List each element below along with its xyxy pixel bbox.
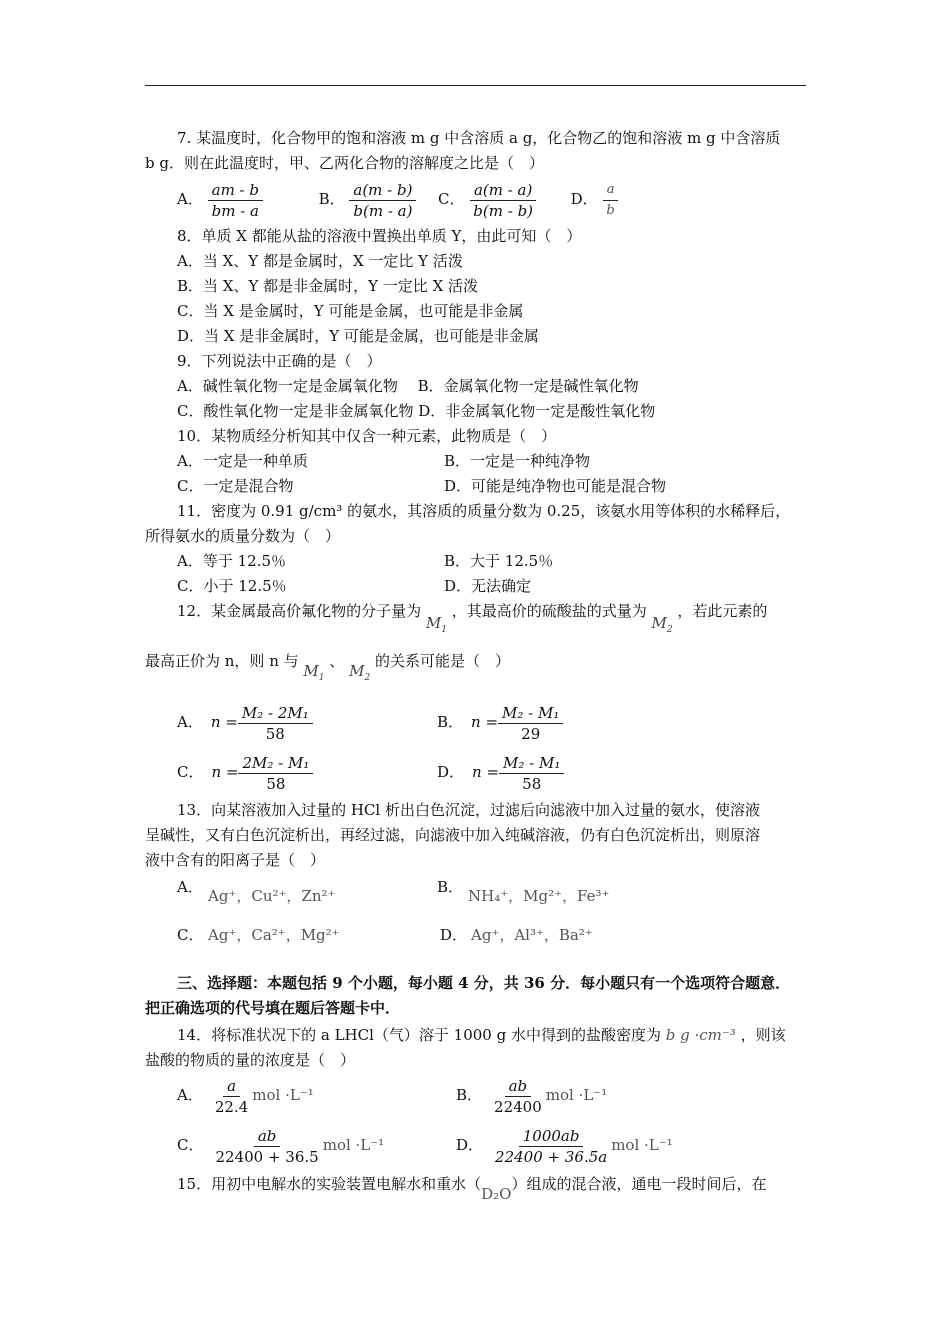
q7-option-d-label[interactable]: D． (570, 190, 598, 208)
q7-option-a-fraction: $\frac{am - b}{bm - a}$ (208, 181, 263, 220)
q11-stem-line1: 11．密度为 0.91 g/cm³ 的氨水，其溶质的质量分数为 0.25，该氨水用等体积的水稀释后， (177, 502, 791, 520)
q14-option-b[interactable]: B． $\frac{ab}{22400}$ mol ·L⁻¹ (456, 1076, 608, 1116)
q14-density-unit: b g ·cm⁻³ (665, 1026, 736, 1044)
q12-option-c[interactable]: C． n = $\frac{\text{2M₂ - M₁}}{58}$ (177, 751, 313, 793)
q8-option-d[interactable]: D．当 X 是非金属时，Y 可能是金属，也可能是非金属 (177, 327, 539, 345)
q12-stem-part4: 最高正价为 n，则 n 与 (145, 652, 299, 670)
q10-option-b[interactable]: B．一定是一种纯净物 (444, 452, 591, 470)
q8-option-c[interactable]: C．当 X 是金属时，Y 可能是金属，也可能是非金属 (177, 302, 524, 320)
q15-stem-part1: 15．用初中电解水的实验装置电解水和重水（ (177, 1175, 482, 1193)
q14-stem-line2: 盐酸的物质的量的浓度是（ ） (145, 1051, 356, 1069)
q12-symbol-m1: $M_1$ (425, 614, 447, 635)
q9-options-cd[interactable]: C．酸性氧化物一定是非金属氧化物 D．非金属氧化物一定是酸性氧化物 (177, 402, 656, 420)
q13-stem-line3: 液中含有的阳离子是（ ） (145, 851, 326, 869)
q12-option-a-fraction: $\frac{\text{M₂ - 2M₁}}{58}$ (238, 704, 313, 743)
q12-symbol-m1-second: $M_1$ (303, 662, 325, 683)
q15-formula-d2o: D₂O (481, 1185, 512, 1203)
q7-option-c-fraction: $\frac{a(m - a)}{b(m - b)}$ (469, 181, 537, 220)
q13-option-c-label[interactable]: C． (177, 926, 204, 944)
q7-option-b-fraction: $\frac{a(m - b)}{b(m - a)}$ (349, 181, 416, 220)
q9-stem: 9．下列说法中正确的是（ ） (177, 352, 382, 370)
q14-option-d[interactable]: D． $\frac{1000ab}{22400 + 36.5a}$ mol ·L⁻¹ (456, 1126, 673, 1166)
q12-symbol-m2: $M_2$ (651, 614, 673, 635)
q12-option-c-fraction: $\frac{\text{2M₂ - M₁}}{58}$ (238, 754, 313, 793)
q10-option-c[interactable]: C．一定是混合物 (177, 477, 294, 495)
q7-option-a-label[interactable]: A． (177, 190, 203, 208)
q12-symbol-m2-second: $M_2$ (349, 662, 371, 683)
q12-stem-line2 (145, 651, 510, 683)
q14-option-c[interactable]: C． $\frac{ab}{22400 + 36.5}$ mol ·L⁻¹ (177, 1126, 385, 1166)
q7-option-b-label[interactable]: B． (318, 190, 345, 208)
q12-stem-line1 (177, 601, 768, 635)
q14-option-a-fraction: $\frac{a}{22.4}$ (214, 1076, 249, 1116)
q12-option-b-fraction: $\frac{\text{M₂ - M₁}}{29}$ (498, 704, 563, 743)
q12-stem-part1: 12．某金属最高价氟化物的分子量为 (177, 602, 422, 620)
q7-option-d-fraction: $\frac{a}{b}$ (602, 181, 618, 220)
q12-stem-part5: 的关系可能是（ ） (374, 652, 510, 670)
q10-option-d[interactable]: D．可能是纯净物也可能是混合物 (444, 477, 667, 495)
q14-stem-line1 (177, 1025, 786, 1045)
q10-stem: 10．某物质经分析知其中仅含一种元素，此物质是（ ） (177, 427, 557, 445)
q14-option-d-fraction: $\frac{1000ab}{22400 + 36.5a}$ (495, 1126, 608, 1166)
q12-stem-separator: 、 (329, 652, 345, 670)
q14-option-a[interactable]: A． $\frac{a}{22.4}$ mol ·L⁻¹ (177, 1076, 314, 1116)
q15-stem-part2: ）组成的混合液，通电一段时间后，在 (511, 1175, 767, 1193)
q8-stem: 8．单质 X 都能从盐的溶液中置换出单质 Y，由此可知（ ） (177, 227, 582, 245)
q8-option-b[interactable]: B．当 X、Y 都是非金属时，Y 一定比 X 活泼 (177, 277, 479, 295)
q8-option-a[interactable]: A．当 X、Y 都是金属时，X 一定比 Y 活泼 (177, 252, 463, 270)
q11-option-a[interactable]: A．等于 12.5％ (177, 552, 286, 570)
q13-stem-line2: 呈碱性，又有白色沉淀析出，再经过滤，向滤液中加入纯碱溶液，仍有白色沉淀析出，则原溶 (145, 826, 761, 844)
q10-option-a[interactable]: A．一定是一种单质 (177, 452, 308, 470)
q9-options-ab[interactable]: A．碱性氧化物一定是金属氧化物 B．金属氧化物一定是碱性氧化物 (177, 377, 639, 395)
q12-option-b[interactable]: B． n = $\frac{\text{M₂ - M₁}}{29}$ (437, 701, 563, 743)
section-3-heading-line2: 把正确选项的代号填在题后答题卡中． (145, 999, 401, 1017)
q15-stem-line1 (177, 1174, 767, 1203)
q13-option-b-ions: NH₄⁺，Mg²⁺，Fe³⁺ (468, 887, 610, 905)
q14-option-c-fraction: $\frac{ab}{22400 + 36.5}$ (215, 1126, 319, 1166)
q7-option-c-label[interactable]: C． (438, 190, 465, 208)
q7-stem-line1: 7. 某温度时，化合物甲的饱和溶液 m g 中含溶质 a g，化合物乙的饱和溶液 m g 中含溶质 (177, 129, 781, 147)
q12-option-a[interactable]: A． n = $\frac{\text{M₂ - 2M₁}}{58}$ (177, 701, 313, 743)
q13-option-d-label[interactable]: D． (440, 926, 468, 944)
q7-options (177, 178, 619, 220)
q14-stem-part2: ，则该 (740, 1026, 786, 1044)
q12-stem-part3: ，若此元素的 (677, 602, 768, 620)
q13-option-a-label[interactable]: A． (177, 878, 203, 896)
q11-option-c[interactable]: C．小于 12.5％ (177, 577, 287, 595)
q12-option-d[interactable]: D． n = $\frac{\text{M₂ - M₁}}{58}$ (437, 751, 564, 793)
q14-option-b-fraction: $\frac{ab}{22400}$ (494, 1076, 542, 1116)
q13-option-c-ions: Ag⁺，Ca²⁺，Mg²⁺ (208, 926, 340, 944)
q13-option-d-ions: Ag⁺，Al³⁺，Ba²⁺ (471, 926, 593, 944)
q11-option-d[interactable]: D．无法确定 (444, 577, 532, 595)
q13-option-b-label[interactable]: B． (437, 878, 464, 896)
q12-stem-part2: ，其最高价的硫酸盐的式量为 (451, 602, 647, 620)
q13-option-a-ions: Ag⁺，Cu²⁺，Zn²⁺ (208, 887, 336, 905)
q13-stem-line1: 13．向某溶液加入过量的 HCl 析出白色沉淀，过滤后向滤液中加入过量的氨水，使溶液 (177, 801, 760, 819)
q11-option-b[interactable]: B．大于 12.5％ (444, 552, 554, 570)
q7-stem-line2: b g．则在此温度时，甲、乙两化合物的溶解度之比是（ ） (145, 154, 544, 172)
section-3-heading-line1: 三、选择题：本题包括 9 个小题，每小题 4 分，共 36 分．每小题只有一个选项符合题意． (177, 974, 791, 992)
header-rule (145, 85, 806, 86)
q12-option-d-fraction: $\frac{\text{M₂ - M₁}}{58}$ (499, 754, 564, 793)
q11-stem-line2: 所得氨水的质量分数为（ ） (145, 527, 341, 545)
q14-stem-part1: 14．将标准状况下的 a LHCl（气）溶于 1000 g 水中得到的盐酸密度为 (177, 1026, 661, 1044)
